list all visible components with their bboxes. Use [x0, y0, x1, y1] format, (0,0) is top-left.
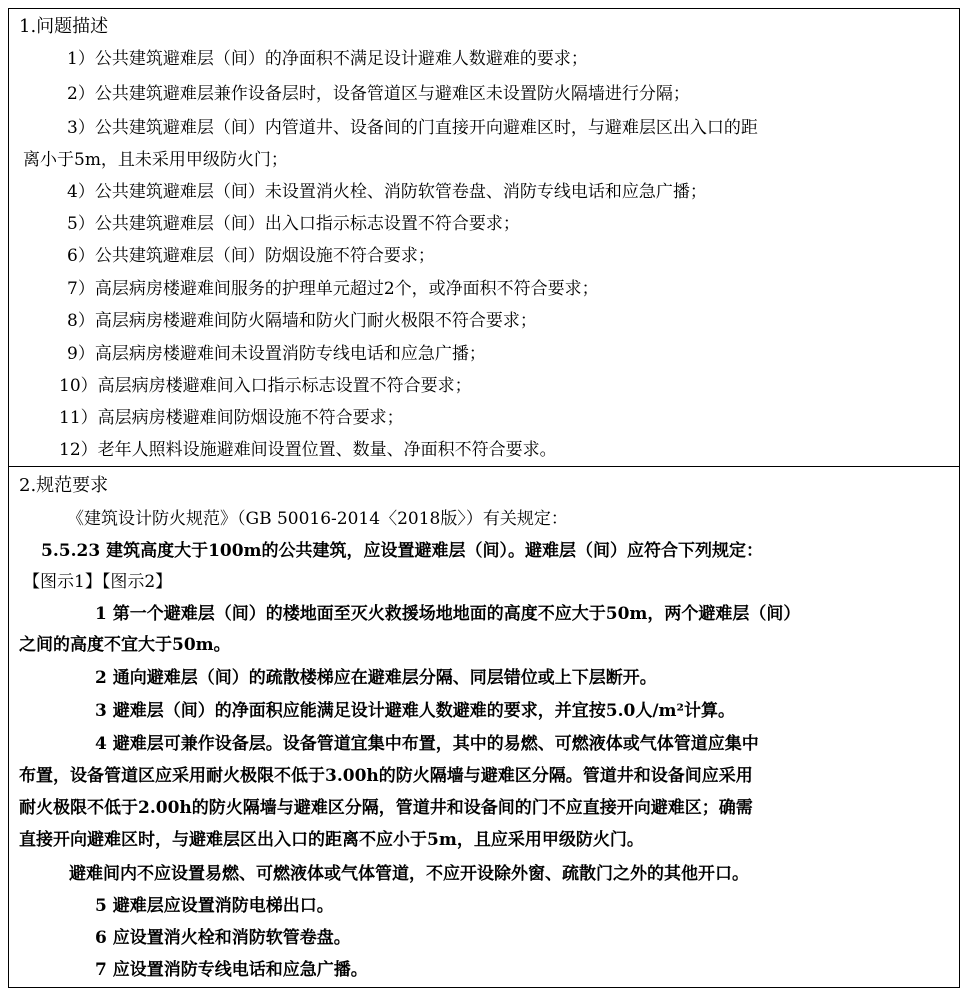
spec-clause-5-5-23: 5.5.23 建筑高度大于100m的公共建筑，应设置避难层（间）。避难层（间）应符合下列规定： — [41, 541, 764, 561]
spec-rule-3: 3 避难层（间）的净面积应能满足设计避难人数避难的要求，并宜按5.0人/m²计算。 — [95, 701, 735, 721]
section-heading-spec: 2.规范要求 — [19, 475, 109, 496]
spec-refuge-room-note: 避难间内不应设置易燃、可燃液体或气体管道，不应开设除外窗、疏散门之外的其他开口。 — [69, 864, 749, 884]
problem-item-6: 6）公共建筑避难层（间）防烟设施不符合要求； — [67, 246, 435, 266]
problem-item-8: 8）高层病房楼避难间防火隔墙和防火门耐火极限不符合要求； — [67, 311, 537, 331]
spec-rule-1: 1 第一个避难层（间）的楼地面至灭火救援场地地面的高度不应大于50m，两个避难层（间） — [95, 604, 801, 624]
spec-source: 《建筑设计防火规范》（GB 50016-2014〈2018版〉）有关规定： — [67, 509, 568, 529]
problem-item-7: 7）高层病房楼避难间服务的护理单元超过2个，或净面积不符合要求； — [67, 279, 599, 299]
specification-cell — [9, 467, 959, 987]
problem-item-12: 12）老年人照料设施避难间设置位置、数量、净面积不符合要求。 — [59, 440, 557, 460]
problem-item-3: 3）公共建筑避难层（间）内管道井、设备间的门直接开向避难区时，与避难层区出入口的距 — [67, 118, 758, 138]
problem-item-2: 2）公共建筑避难层兼作设备层时，设备管道区与避难区未设置防火隔墙进行分隔； — [67, 84, 690, 104]
problem-description-cell — [9, 9, 959, 467]
problem-item-3-continued: 离小于5m，且未采用甲级防火门； — [23, 150, 288, 170]
problem-item-5: 5）公共建筑避难层（间）出入口指示标志设置不符合要求； — [67, 214, 520, 234]
spec-rule-2: 2 通向避难层（间）的疏散楼梯应在避难层分隔、同层错位或上下层断开。 — [95, 668, 657, 688]
problem-item-10: 10）高层病房楼避难间入口指示标志设置不符合要求； — [59, 376, 472, 396]
spec-rule-4-line-2: 布置，设备管道区应采用耐火极限不低于3.00h的防火隔墙与避难区分隔。管道井和设备间应采用 — [19, 766, 753, 786]
spec-rule-6: 6 应设置消火栓和消防软管卷盘。 — [95, 928, 351, 948]
problem-item-9: 9）高层病房楼避难间未设置消防专线电话和应急广播； — [67, 344, 486, 364]
spec-figure-refs: 【图示1】【图示2】 — [23, 572, 173, 592]
problem-item-4: 4）公共建筑避难层（间）未设置消火栓、消防软管卷盘、消防专线电话和应急广播； — [67, 182, 707, 202]
spec-rule-7: 7 应设置消防专线电话和应急广播。 — [95, 960, 368, 980]
spec-rule-4: 4 避难层可兼作设备层。设备管道宜集中布置，其中的易燃、可燃液体或气体管道应集中 — [95, 734, 759, 754]
spec-rule-4-line-3: 耐火极限不低于2.00h的防火隔墙与避难区分隔，管道井和设备间的门不应直接开向避难区；确需 — [19, 798, 753, 818]
spec-rule-1-continued: 之间的高度不宜大于50m。 — [19, 635, 231, 655]
spec-rule-5: 5 避难层应设置消防电梯出口。 — [95, 896, 334, 916]
problem-item-1: 1）公共建筑避难层（间）的净面积不满足设计避难人数避难的要求； — [67, 49, 588, 69]
problem-item-11: 11）高层病房楼避难间防烟设施不符合要求； — [59, 408, 404, 428]
section-heading-problem: 1.问题描述 — [19, 16, 109, 37]
spec-rule-4-line-4: 直接开向避难区时，与避难层区出入口的距离不应小于5m，且应采用甲级防火门。 — [19, 830, 644, 850]
document-table — [8, 8, 960, 988]
